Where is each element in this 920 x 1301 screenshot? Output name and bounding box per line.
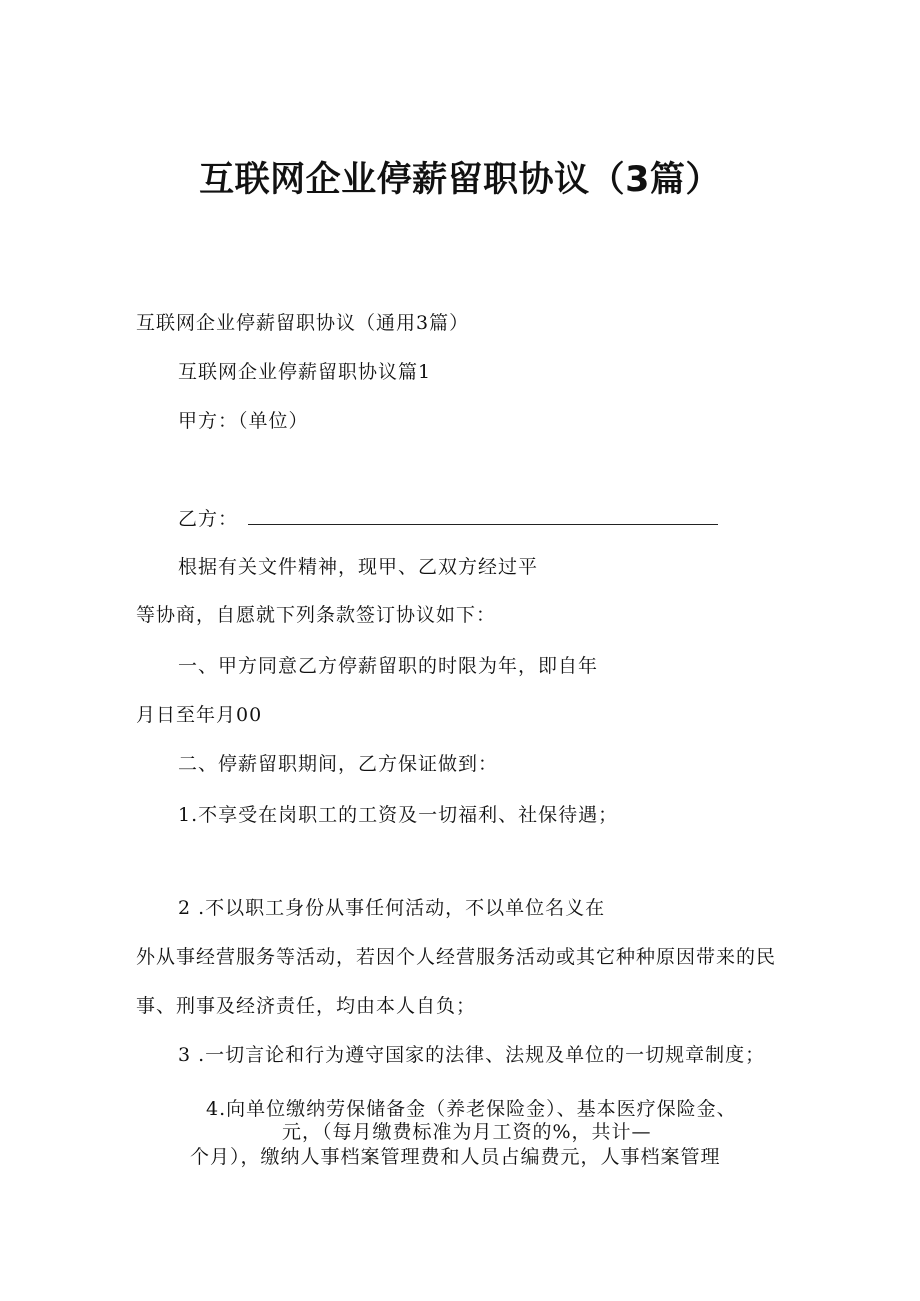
document-subtitle: 互联网企业停薪留职协议（通用3篇） bbox=[136, 312, 470, 334]
item-2-continuation: 事、刑事及经济责任，均由本人自负； bbox=[136, 995, 477, 1017]
paragraph-line: 等协商，自愿就下列条款签订协议如下： bbox=[136, 604, 497, 626]
party-b-line bbox=[178, 504, 718, 531]
item-2-line: 2 .不以职工身份从事任何活动，不以单位名义在 bbox=[178, 897, 606, 919]
clause-1-continuation: 月日至年月00 bbox=[136, 704, 263, 726]
section-heading: 互联网企业停薪留职协议篇1 bbox=[178, 361, 432, 383]
item-3-line: 3 .一切言论和行为遵守国家的法律、法规及单位的一切规章制度； bbox=[178, 1044, 766, 1066]
item-4-continuation: 元，（每月缴费标准为月工资的%，共计— bbox=[282, 1121, 652, 1143]
paragraph-line: 根据有关文件精神，现甲、乙双方经过平 bbox=[178, 556, 539, 578]
clause-1-line: 一、甲方同意乙方停薪留职的时限为年，即自年 bbox=[178, 655, 599, 677]
party-a-line: 甲方：（单位） bbox=[178, 410, 309, 432]
item-4-line: 4.向单位缴纳劳保储备金（养老保险金）、基本医疗保险金、 bbox=[206, 1098, 737, 1120]
clause-2-heading: 二、停薪留职期间，乙方保证做到： bbox=[178, 753, 499, 775]
party-b-blank-line bbox=[248, 506, 718, 525]
item-1-line: 1.不享受在岗职工的工资及一切福利、社保待遇； bbox=[178, 804, 619, 826]
document-title: 互联网企业停薪留职协议（3篇） bbox=[199, 160, 721, 200]
party-b-label: 乙方： bbox=[178, 508, 239, 530]
item-4-continuation: 个月），缴纳人事档案管理费和人员占编费元，人事档案管理 bbox=[190, 1146, 721, 1168]
item-2-continuation: 外从事经营服务等活动，若因个人经营服务活动或其它种种原因带来的民 bbox=[136, 946, 777, 968]
